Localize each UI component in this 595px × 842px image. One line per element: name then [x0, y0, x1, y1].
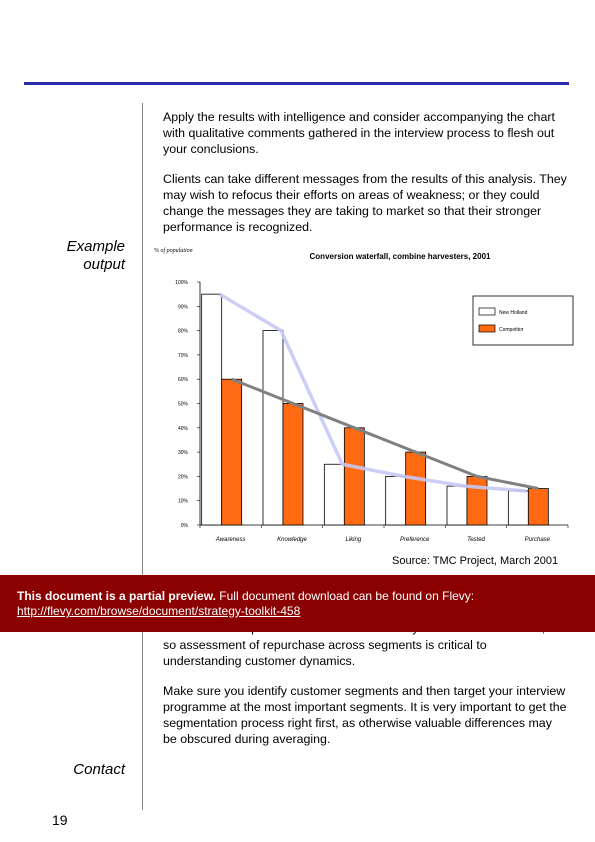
- segments-paragraph: [163, 683, 568, 747]
- paragraph-text: so assessment of repurchase across segments is critical to understanding customer dynamics.: [163, 638, 487, 668]
- intro-paragraph-1: [163, 109, 568, 157]
- y-tick-label: 70%: [177, 352, 188, 359]
- bar-competitor: [528, 489, 548, 525]
- example-output-label: [67, 238, 125, 274]
- label-line: output: [83, 256, 125, 273]
- y-tick-label: 90%: [177, 304, 188, 311]
- bar-competitor: [344, 428, 364, 525]
- contact-label: Contact: [73, 761, 125, 778]
- paragraph-text: Make sure you identify customer segments and then target your interview programme at the most important segments. It is very important to get the segmentation process right first, as otherwise valuable differences may be obscured during averaging.: [163, 684, 567, 746]
- bar-competitor: [283, 404, 303, 526]
- repurchase-paragraph: [163, 637, 568, 669]
- page-number: 19: [52, 812, 68, 828]
- conversion-chart: [150, 242, 580, 557]
- preview-banner: [0, 575, 595, 632]
- y-tick-label: 100%: [175, 280, 188, 286]
- legend-swatch-competitor: [479, 325, 495, 332]
- x-tick-label: Preference: [399, 537, 430, 543]
- chart-title: Conversion waterfall, combine harvesters, 2001: [309, 252, 491, 261]
- top-rule: [24, 82, 569, 85]
- y-tick-label: 20%: [177, 474, 188, 481]
- bar-new-holland: [324, 464, 344, 525]
- banner-bold-text: This document is a partial preview.: [17, 589, 216, 603]
- x-tick-label: Tested: [467, 537, 485, 543]
- y-tick-label: 10%: [177, 498, 188, 505]
- bar-new-holland: [263, 331, 283, 525]
- label-line: Example: [66, 238, 125, 255]
- bar-new-holland: [202, 294, 222, 525]
- legend-box: [473, 296, 573, 345]
- source-note: Source: TMC Project, March 2001: [392, 555, 559, 567]
- x-tick-label: Liking: [345, 537, 362, 543]
- legend-label-competitor: Competitor: [499, 327, 524, 333]
- bar-new-holland: [508, 491, 528, 525]
- banner-message: [17, 589, 474, 603]
- bar-new-holland: [447, 486, 467, 525]
- bar-competitor: [406, 452, 426, 525]
- y-tick-label: 80%: [177, 328, 188, 335]
- bar-new-holland: [386, 476, 406, 525]
- bar-competitor: [222, 379, 242, 525]
- legend-swatch-new-holland: [479, 308, 495, 315]
- legend-label-new-holland: New Holland: [499, 310, 528, 316]
- column-divider: [142, 103, 143, 810]
- chart-container: [150, 242, 580, 572]
- y-tick-label: 40%: [177, 425, 188, 432]
- y-tick-label: 30%: [177, 450, 188, 457]
- banner-text: Full document download can be found on Flevy:: [219, 589, 475, 603]
- bar-competitor: [467, 476, 487, 525]
- y-tick-label: 60%: [177, 377, 188, 384]
- y-axis-label: % of population: [154, 248, 193, 254]
- x-tick-label: Purchase: [524, 537, 551, 543]
- intro-paragraph-2: [163, 171, 568, 235]
- x-tick-label: Knowledge: [277, 537, 307, 543]
- paragraph-text: Apply the results with intelligence and consider accompanying the chart with qualitative comments gathered in the interview process to flesh out your conclusions.: [163, 110, 555, 156]
- y-tick-label: 50%: [177, 401, 188, 408]
- banner-link[interactable]: http://flevy.com/browse/document/strategy-toolkit-458: [17, 604, 301, 618]
- y-tick-label: 0%: [180, 523, 188, 529]
- paragraph-text: Clients can take different messages from the results of this analysis. They may wish to refocus their efforts on areas of weakness; or they could change the messages they are taking to market so that their stronger performance is recognized.: [163, 172, 567, 234]
- x-tick-label: Awareness: [215, 537, 246, 543]
